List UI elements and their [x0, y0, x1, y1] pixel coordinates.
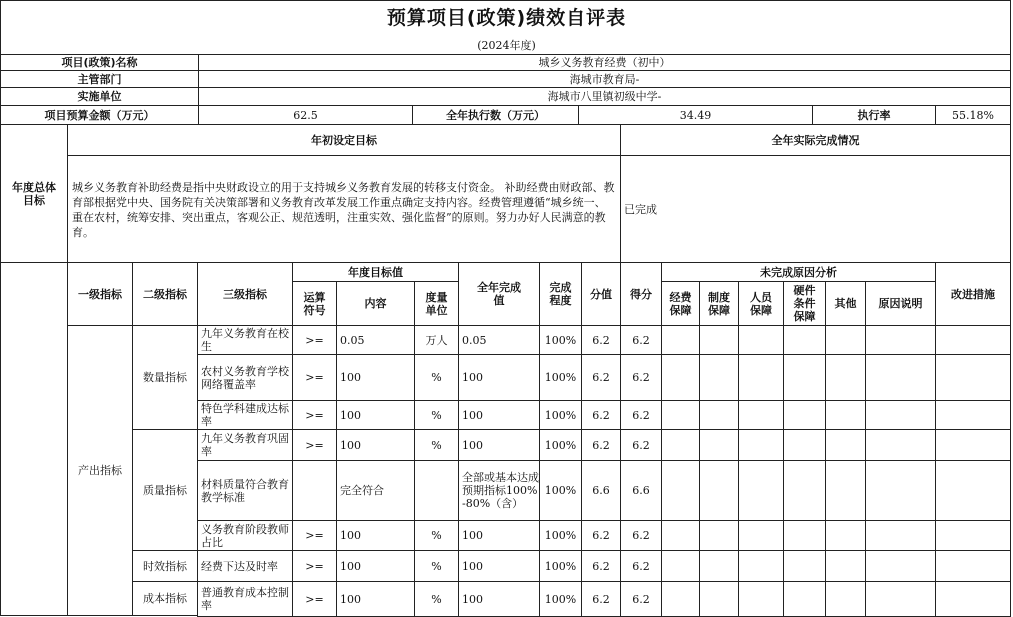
hardware-cell	[783, 520, 826, 551]
rate-label: 执行率	[812, 105, 936, 125]
operator-cell: >=	[292, 429, 337, 461]
level3-cell: 材料质量符合教育教学标准	[197, 460, 293, 521]
other-cell	[825, 400, 866, 430]
operator-cell: >=	[292, 354, 337, 401]
unit-cell: %	[414, 520, 459, 551]
hardware-cell	[783, 429, 826, 461]
completion-cell: 100%	[539, 460, 582, 521]
score-value-cell: 6.2	[581, 581, 621, 617]
score-cell: 6.2	[620, 581, 662, 617]
completion-cell: 100%	[539, 429, 582, 461]
header-funding: 经费保障	[661, 281, 700, 326]
improve-cell	[935, 429, 1011, 461]
funding-cell	[661, 550, 700, 582]
header-other: 其他	[825, 281, 866, 326]
hardware-cell	[783, 325, 826, 355]
improve-cell	[935, 325, 1011, 355]
unit-cell: 万人	[414, 325, 459, 355]
header-reason-desc: 原因说明	[865, 281, 936, 326]
content-cell: 100	[336, 520, 415, 551]
unit-cell: %	[414, 550, 459, 582]
content-cell: 100	[336, 354, 415, 401]
funding-cell	[661, 429, 700, 461]
done-cell: 100	[458, 550, 540, 582]
system-cell	[699, 429, 739, 461]
completion-cell: 100%	[539, 550, 582, 582]
hardware-cell	[783, 581, 826, 617]
system-cell	[699, 400, 739, 430]
header-target-group: 年度目标值	[292, 262, 459, 282]
funding-cell	[661, 460, 700, 521]
header-hardware: 硬件条件保障	[783, 281, 826, 326]
done-cell: 100	[458, 581, 540, 617]
other-cell	[825, 429, 866, 461]
completion-cell: 100%	[539, 581, 582, 617]
other-cell	[825, 520, 866, 551]
improve-cell	[935, 520, 1011, 551]
level2-cost: 成本指标	[132, 581, 198, 616]
operator-cell: >=	[292, 520, 337, 551]
hardware-cell	[783, 460, 826, 521]
score-cell: 6.2	[620, 325, 662, 355]
header-annual-done: 全年完成值	[458, 262, 540, 326]
done-cell: 全部或基本达成预期指标100%-80%（含）	[458, 460, 540, 521]
score-value-cell: 6.6	[581, 460, 621, 521]
reason-desc-cell	[865, 400, 936, 430]
executed-label: 全年执行数（万元）	[412, 105, 579, 125]
score-value-cell: 6.2	[581, 429, 621, 461]
reason-desc-cell	[865, 550, 936, 582]
level2-timeliness: 时效指标	[132, 550, 198, 582]
personnel-cell	[738, 325, 784, 355]
set-goal-text: 城乡义务教育补助经费是指中央财政设立的用于支持城乡义务教育发展的转移支付资金。 补助经费由财政部、教育部根据党中央、国务院有关决策部署和义务教育改革发展工作重点确定支持内容。经费管理遵循“城乡统一、重在农村，统筹安排、突出重点，客观公正、规范透明，注重实效、强化监督”的原则。努力办好人民满意的教育。	[67, 155, 621, 263]
improve-cell	[935, 460, 1011, 521]
header-completion: 完成程度	[539, 262, 582, 326]
unit-label: 实施单位	[0, 87, 199, 106]
personnel-cell	[738, 354, 784, 401]
personnel-cell	[738, 460, 784, 521]
score-cell: 6.2	[620, 429, 662, 461]
content-cell: 0.05	[336, 325, 415, 355]
system-cell	[699, 354, 739, 401]
operator-cell: >=	[292, 325, 337, 355]
header-reason-group: 未完成原因分析	[661, 262, 936, 282]
executed-value: 34.49	[578, 105, 813, 125]
hardware-cell	[783, 550, 826, 582]
other-cell	[825, 460, 866, 521]
level3-cell: 普通教育成本控制率	[197, 581, 293, 617]
done-cell: 100	[458, 520, 540, 551]
score-cell: 6.2	[620, 520, 662, 551]
operator-cell: >=	[292, 550, 337, 582]
funding-cell	[661, 520, 700, 551]
set-goal-header: 年初设定目标	[67, 124, 621, 156]
content-cell: 100	[336, 550, 415, 582]
personnel-cell	[738, 581, 784, 617]
level3-cell: 九年义务教育在校生	[197, 325, 293, 355]
reason-desc-cell	[865, 460, 936, 521]
level3-cell: 特色学科建成达标率	[197, 400, 293, 430]
actual-text: 已完成	[620, 155, 1011, 263]
budget-value: 62.5	[198, 105, 413, 125]
header-personnel: 人员保障	[738, 281, 784, 326]
other-cell	[825, 550, 866, 582]
content-cell: 100	[336, 581, 415, 617]
reason-desc-cell	[865, 429, 936, 461]
operator-cell: >=	[292, 400, 337, 430]
personnel-cell	[738, 520, 784, 551]
score-value-cell: 6.2	[581, 400, 621, 430]
dept-value: 海城市教育局-	[198, 70, 1011, 88]
reason-desc-cell	[865, 354, 936, 401]
header-operator: 运算符号	[292, 281, 337, 326]
actual-header: 全年实际完成情况	[620, 124, 1011, 156]
funding-cell	[661, 400, 700, 430]
reason-desc-cell	[865, 325, 936, 355]
project-name-label: 项目(政策)名称	[0, 54, 199, 71]
unit-cell: %	[414, 429, 459, 461]
system-cell	[699, 460, 739, 521]
header-level2: 二级指标	[132, 262, 198, 326]
content-cell: 100	[336, 400, 415, 430]
improve-cell	[935, 581, 1011, 617]
header-score-value: 分值	[581, 262, 621, 326]
project-name: 城乡义务教育经费（初中）	[198, 54, 1011, 71]
year-subtitle: (2024年度)	[477, 38, 536, 52]
done-cell: 100	[458, 400, 540, 430]
system-cell	[699, 520, 739, 551]
header-improve: 改进措施	[935, 262, 1011, 326]
hardware-cell	[783, 354, 826, 401]
score-value-cell: 6.2	[581, 354, 621, 401]
content-cell: 100	[336, 429, 415, 461]
level3-cell: 九年义务教育巩固率	[197, 429, 293, 461]
header-level1: 一级指标	[67, 262, 133, 326]
completion-cell: 100%	[539, 325, 582, 355]
rate-value: 55.18%	[935, 105, 1011, 125]
system-cell	[699, 325, 739, 355]
page-title: 预算项目(政策)绩效自评表	[386, 6, 627, 29]
operator-cell: >=	[292, 581, 337, 617]
system-cell	[699, 581, 739, 617]
dept-label: 主管部门	[0, 70, 199, 88]
completion-cell: 100%	[539, 520, 582, 551]
operator-cell	[292, 460, 337, 521]
score-value-cell: 6.2	[581, 550, 621, 582]
header-system: 制度保障	[699, 281, 739, 326]
score-value-cell: 6.2	[581, 325, 621, 355]
level2-quality: 质量指标	[132, 429, 198, 551]
personnel-cell	[738, 400, 784, 430]
completion-cell: 100%	[539, 354, 582, 401]
completion-cell: 100%	[539, 400, 582, 430]
funding-cell	[661, 325, 700, 355]
header-content: 内容	[336, 281, 415, 326]
personnel-cell	[738, 550, 784, 582]
reason-desc-cell	[865, 581, 936, 617]
improve-cell	[935, 400, 1011, 430]
score-cell: 6.6	[620, 460, 662, 521]
reason-desc-cell	[865, 520, 936, 551]
goals-section-label: 年度总体目标	[0, 124, 68, 263]
unit-cell: %	[414, 400, 459, 430]
other-cell	[825, 581, 866, 617]
score-cell: 6.2	[620, 550, 662, 582]
left-margin-cell	[0, 262, 68, 616]
level3-cell: 经费下达及时率	[197, 550, 293, 582]
unit-cell: %	[414, 581, 459, 617]
other-cell	[825, 354, 866, 401]
hardware-cell	[783, 400, 826, 430]
improve-cell	[935, 354, 1011, 401]
personnel-cell	[738, 429, 784, 461]
improve-cell	[935, 550, 1011, 582]
title-frame	[0, 0, 1011, 55]
system-cell	[699, 550, 739, 582]
header-level3: 三级指标	[197, 262, 293, 326]
level3-cell: 农村义务教育学校网络覆盖率	[197, 354, 293, 401]
score-value-cell: 6.2	[581, 520, 621, 551]
level3-cell: 义务教育阶段教师占比	[197, 520, 293, 551]
header-unit: 度量单位	[414, 281, 459, 326]
unit-cell	[414, 460, 459, 521]
score-cell: 6.2	[620, 354, 662, 401]
unit-cell: %	[414, 354, 459, 401]
other-cell	[825, 325, 866, 355]
done-cell: 100	[458, 429, 540, 461]
funding-cell	[661, 354, 700, 401]
budget-label: 项目预算金额（万元）	[0, 105, 199, 125]
unit-value: 海城市八里镇初级中学-	[198, 87, 1011, 106]
done-cell: 100	[458, 354, 540, 401]
done-cell: 0.05	[458, 325, 540, 355]
score-cell: 6.2	[620, 400, 662, 430]
content-cell: 完全符合	[336, 460, 415, 521]
header-score: 得分	[620, 262, 662, 326]
level1-output: 产出指标	[67, 325, 133, 616]
level2-quantity: 数量指标	[132, 325, 198, 430]
funding-cell	[661, 581, 700, 617]
